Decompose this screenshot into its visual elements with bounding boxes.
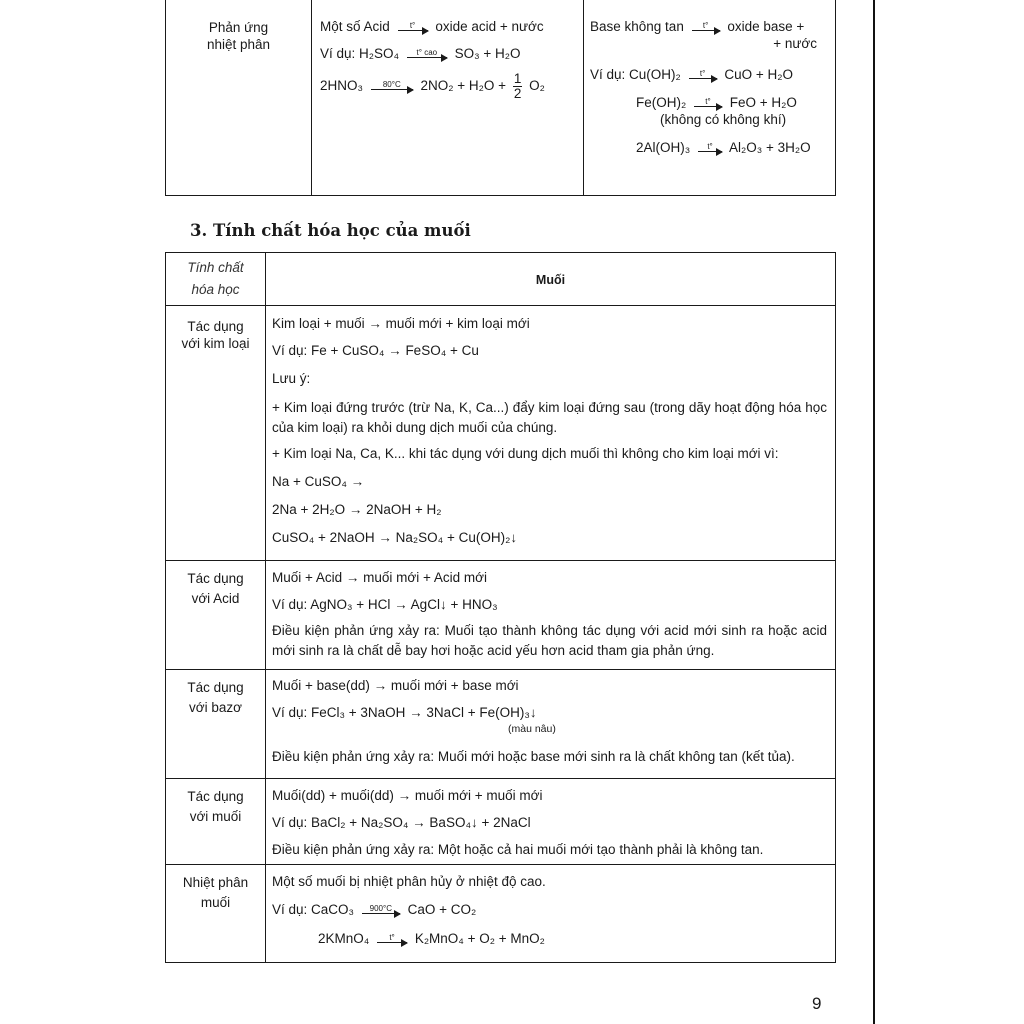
base-general-equation	[590, 18, 829, 35]
thermal-decomposition-table	[165, 0, 836, 196]
row-label-cell	[166, 865, 266, 963]
table-row	[166, 306, 836, 561]
content-line: Ví dụ: Fe + CuSO₄ → FeSO₄ + Cu	[272, 343, 479, 358]
content-line: Ví dụ: FeCl₃ + 3NaOH → 3NaCl + Fe(OH)₃↓	[272, 705, 537, 720]
reaction-arrow-icon: t°	[692, 21, 720, 31]
content-line: Muối + base(dd) → muối mới + base mới	[272, 678, 519, 693]
header-left-cell	[166, 253, 266, 306]
row-label-line: với Acid	[191, 591, 240, 606]
reaction-arrow-icon: t°	[377, 933, 407, 943]
equation-left: 2Al(OH)₃	[636, 140, 691, 155]
equation-right: FeO + H₂O	[729, 95, 797, 110]
content-line: Điều kiện phản ứng xảy ra: Muối mới hoặc base mới sinh ra là chất không tan (kết tủa).	[272, 749, 795, 764]
content-line: Na + CuSO₄ →	[272, 474, 365, 489]
equation-left: H₂SO₄	[359, 46, 400, 61]
content-line: Muối(dd) + muối(dd) → muối mới + muối mới	[272, 788, 543, 803]
equation-left: Một số Acid	[320, 19, 390, 34]
equation-left: 2KMnO₄	[318, 931, 370, 946]
reaction-arrow-icon: t°	[398, 21, 428, 31]
content-line: CuSO₄ + 2NaOH → Na₂SO₄ + Cu(OH)₂↓	[272, 530, 518, 545]
table-row	[166, 670, 836, 779]
page-number: 9	[812, 994, 822, 1013]
row-label-line: nhiệt phân	[206, 37, 271, 52]
row-content-cell	[266, 779, 836, 865]
content-line	[272, 930, 827, 947]
salt-properties-table	[165, 252, 836, 963]
row-content-cell	[266, 865, 836, 963]
content-line: Ví dụ: BaCl₂ + Na₂SO₄ → BaSO₄↓ + 2NaCl	[272, 815, 531, 830]
row-content-cell	[266, 306, 836, 561]
row-label-line: với muối	[189, 809, 242, 824]
acid-example-1	[320, 45, 583, 62]
acid-decomposition-cell	[312, 0, 584, 196]
base-example-1	[590, 66, 829, 83]
row-label-cell	[166, 670, 266, 779]
equation-right: oxide acid + nước	[435, 19, 544, 34]
row-label-line: muối	[200, 895, 231, 910]
row-label-cell	[166, 561, 266, 670]
content-line: Kim loại + muối → muối mới + kim loại mới	[272, 316, 530, 331]
row-label-line: Phản ứng	[208, 20, 269, 35]
acid-example-2	[320, 72, 583, 101]
equation-right: oxide base +	[727, 19, 805, 34]
acid-general-equation	[320, 18, 583, 35]
row-label-cell	[166, 779, 266, 865]
reaction-arrow-icon: 80°C	[371, 80, 413, 90]
equation-right: K₂MnO₄ + O₂ + MnO₂	[414, 931, 545, 946]
reaction-arrow-icon: t° cao	[407, 48, 447, 58]
header-right-label: Muối	[535, 272, 566, 287]
base-example-3	[590, 139, 829, 156]
equation-left: Base không tan	[590, 19, 684, 34]
table-row	[166, 0, 836, 196]
example-prefix: Ví dụ:	[320, 46, 356, 61]
equation-left: Cu(OH)₂	[629, 67, 681, 82]
row-content-cell	[266, 670, 836, 779]
reaction-arrow-icon: t°	[694, 97, 722, 107]
content-line: Lưu ý:	[272, 371, 311, 386]
equation-left: Fe(OH)₂	[636, 95, 687, 110]
content-line: Muối + Acid → muối mới + Acid mới	[272, 570, 488, 585]
row-label-line: với kim loại	[181, 336, 250, 351]
row-label-cell	[166, 0, 312, 196]
reaction-arrow-icon: t°	[698, 142, 722, 152]
row-label-line: Tác dụng	[187, 571, 244, 586]
section-title: 3. Tính chất hóa học của muối	[190, 221, 471, 240]
reaction-arrow-icon: 900°C	[362, 904, 400, 914]
content-line: Ví dụ: AgNO₃ + HCl → AgCl↓ + HNO₃	[272, 597, 498, 612]
content-line: Điều kiện phản ứng xảy ra: Một hoặc cả hai muối mới tạo thành phải là không tan.	[272, 842, 764, 857]
header-left-line: Tính chất	[187, 260, 244, 275]
base-example-2-note: (không có không khí)	[660, 112, 787, 127]
reaction-arrow-icon: t°	[689, 69, 717, 79]
equation-left: CaCO₃	[311, 902, 355, 917]
equation-tail: O₂	[529, 78, 545, 94]
content-line: Một số muối bị nhiệt phân hủy ở nhiệt độ cao.	[272, 874, 546, 889]
base-general-equation-cont: + nước	[773, 36, 817, 51]
example-prefix: Ví dụ:	[272, 902, 308, 917]
row-label-line: Tác dụng	[187, 789, 244, 804]
row-label-line: với bazơ	[189, 700, 242, 715]
table-row	[166, 779, 836, 865]
row-label-line: Tác dụng	[187, 680, 244, 695]
equation-right: SO₃ + H₂O	[454, 46, 521, 61]
fraction: $\frac{1}{2}$	[513, 71, 522, 101]
content-line: + Kim loại Na, Ca, K... khi tác dụng với dung dịch muối thì không cho kim loại mới vì:	[272, 446, 779, 461]
content-line: 2Na + 2H₂O → 2NaOH + H₂	[272, 502, 442, 517]
equation-right: CuO + H₂O	[724, 67, 793, 82]
base-example-2	[590, 94, 829, 111]
header-left-line: hóa học	[191, 282, 240, 297]
page-edge-line	[873, 0, 875, 1024]
row-label-line: Tác dụng	[187, 319, 244, 334]
content-line: Điều kiện phản ứng xảy ra: Muối tạo thành không tác dụng với acid mới sinh ra hoặc acid mới sinh ra là chất dễ bay hơi hoặc acid yếu hơn acid tham gia phản ứng.	[272, 623, 827, 658]
equation-right: 2NO₂ + H₂O +	[420, 78, 507, 94]
content-line	[272, 901, 827, 918]
example-prefix: Ví dụ:	[590, 67, 626, 82]
row-content-cell	[266, 561, 836, 670]
equation-right: CaO + CO₂	[407, 902, 477, 917]
base-decomposition-cell	[584, 0, 836, 196]
content-line: + Kim loại đứng trước (trừ Na, K, Ca...) đẩy kim loại đứng sau (trong dãy hoạt động hóa học của kim loại) ra khỏi dung dịch muối của chúng.	[272, 400, 827, 435]
content-line: (màu nâu)	[508, 723, 556, 735]
table-row	[166, 561, 836, 670]
equation-right: Al₂O₃ + 3H₂O	[729, 140, 811, 155]
row-label-line: Nhiệt phân	[182, 875, 249, 890]
row-label-cell	[166, 306, 266, 561]
table-header-row	[166, 253, 836, 306]
header-right-cell	[266, 253, 836, 306]
equation-left: 2HNO₃	[320, 78, 364, 94]
table-row	[166, 865, 836, 963]
